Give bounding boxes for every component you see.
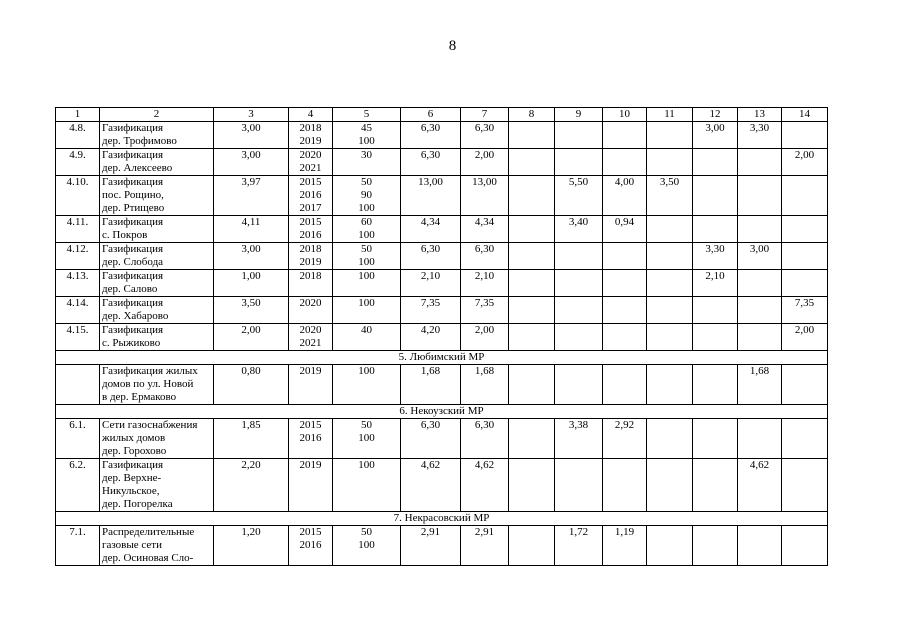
table-cell xyxy=(509,122,555,149)
table-cell xyxy=(782,216,828,243)
table-cell xyxy=(603,122,647,149)
table-cell xyxy=(509,149,555,176)
table-cell: 50 100 xyxy=(333,419,401,459)
object-name: Газификация дер. Верхне- Никульское, дер. Погорелка xyxy=(100,459,214,512)
table-row xyxy=(56,419,828,459)
table-row xyxy=(56,149,828,176)
table-cell: 2,91 xyxy=(401,526,461,566)
table-cell: 2,00 xyxy=(214,324,289,351)
table-cell xyxy=(647,149,693,176)
table-cell xyxy=(509,324,555,351)
object-name: Газификация с. Покров xyxy=(100,216,214,243)
table-cell: 3,30 xyxy=(693,243,738,270)
table-cell xyxy=(693,459,738,512)
table-cell: 50 100 xyxy=(333,243,401,270)
table-cell xyxy=(738,526,782,566)
table-row xyxy=(56,122,828,149)
table-row xyxy=(56,365,828,405)
table-cell: 2,10 xyxy=(401,270,461,297)
table-cell xyxy=(555,149,603,176)
column-header: 14 xyxy=(782,108,828,122)
table-cell xyxy=(738,297,782,324)
table-cell: 6,30 xyxy=(461,122,509,149)
table-cell: 2,10 xyxy=(461,270,509,297)
table-cell: 2,00 xyxy=(461,149,509,176)
table-cell xyxy=(509,243,555,270)
table-cell: 40 xyxy=(333,324,401,351)
table-cell xyxy=(738,270,782,297)
table-cell xyxy=(509,176,555,216)
object-name: Газификация дер. Трофимово xyxy=(100,122,214,149)
table-cell: 2015 2016 2017 xyxy=(289,176,333,216)
table-cell: 3,40 xyxy=(555,216,603,243)
table-cell: 100 xyxy=(333,365,401,405)
table-cell: 2018 2019 xyxy=(289,122,333,149)
table-cell xyxy=(693,297,738,324)
column-header: 11 xyxy=(647,108,693,122)
table-cell xyxy=(555,243,603,270)
section-row xyxy=(56,405,828,419)
table-cell xyxy=(782,176,828,216)
row-number: 6.2. xyxy=(56,459,100,512)
column-header: 12 xyxy=(693,108,738,122)
table-cell xyxy=(603,324,647,351)
table-cell: 3,50 xyxy=(214,297,289,324)
table-cell: 3,00 xyxy=(214,149,289,176)
table-cell: 100 xyxy=(333,270,401,297)
table-cell xyxy=(738,216,782,243)
table-row xyxy=(56,216,828,243)
table-cell: 2015 2016 xyxy=(289,526,333,566)
table-cell: 6,30 xyxy=(401,243,461,270)
table-cell xyxy=(603,270,647,297)
table-cell: 2019 xyxy=(289,459,333,512)
table-cell xyxy=(647,365,693,405)
table-cell: 4,62 xyxy=(461,459,509,512)
table-cell xyxy=(555,365,603,405)
table-cell xyxy=(647,459,693,512)
object-name: Распределительные газовые сети дер. Осиновая Сло- xyxy=(100,526,214,566)
table-cell: 2018 2019 xyxy=(289,243,333,270)
table-cell: 6,30 xyxy=(461,243,509,270)
row-number: 4.9. xyxy=(56,149,100,176)
column-header: 8 xyxy=(509,108,555,122)
table-cell: 4,62 xyxy=(401,459,461,512)
object-name: Газификация дер. Хабарово xyxy=(100,297,214,324)
table-cell: 2020 xyxy=(289,297,333,324)
table-cell xyxy=(693,324,738,351)
table-cell: 1,68 xyxy=(738,365,782,405)
table-cell xyxy=(647,419,693,459)
table-cell: 3,00 xyxy=(738,243,782,270)
table-cell: 5,50 xyxy=(555,176,603,216)
table-cell: 6,30 xyxy=(461,419,509,459)
table-cell xyxy=(782,459,828,512)
table-cell xyxy=(603,149,647,176)
object-table xyxy=(55,107,828,566)
table-cell xyxy=(693,365,738,405)
column-header: 10 xyxy=(603,108,647,122)
column-header: 4 xyxy=(289,108,333,122)
table-cell: 0,94 xyxy=(603,216,647,243)
table-cell xyxy=(555,459,603,512)
table-cell: 1,20 xyxy=(214,526,289,566)
column-header: 3 xyxy=(214,108,289,122)
table-cell: 50 90 100 xyxy=(333,176,401,216)
table-cell: 6,30 xyxy=(401,149,461,176)
table-cell xyxy=(693,419,738,459)
row-number: 6.1. xyxy=(56,419,100,459)
table-cell: 1,85 xyxy=(214,419,289,459)
section-title: 7. Некрасовский МР xyxy=(56,512,828,526)
table-cell: 3,30 xyxy=(738,122,782,149)
table-cell: 2,00 xyxy=(782,324,828,351)
table-cell: 1,68 xyxy=(461,365,509,405)
table-cell: 2,00 xyxy=(782,149,828,176)
table-cell: 4,00 xyxy=(603,176,647,216)
table-cell xyxy=(509,419,555,459)
table-cell: 2,92 xyxy=(603,419,647,459)
table-cell xyxy=(782,419,828,459)
table-cell xyxy=(782,270,828,297)
table-row xyxy=(56,176,828,216)
table-cell xyxy=(647,270,693,297)
column-header: 9 xyxy=(555,108,603,122)
object-name: Газификация дер. Слобода xyxy=(100,243,214,270)
table-cell xyxy=(555,297,603,324)
table-cell xyxy=(693,149,738,176)
table-cell xyxy=(509,270,555,297)
table-cell: 4,62 xyxy=(738,459,782,512)
object-name: Газификация дер. Салово xyxy=(100,270,214,297)
object-name: Газификация жилых домов по ул. Новой в дер. Ермаково xyxy=(100,365,214,405)
column-header: 1 xyxy=(56,108,100,122)
table-cell xyxy=(555,324,603,351)
table-cell xyxy=(693,176,738,216)
table-cell xyxy=(647,526,693,566)
column-header: 2 xyxy=(100,108,214,122)
table-cell xyxy=(782,243,828,270)
table-cell: 2,91 xyxy=(461,526,509,566)
column-header: 13 xyxy=(738,108,782,122)
table-cell xyxy=(782,365,828,405)
table-cell: 0,80 xyxy=(214,365,289,405)
table-row xyxy=(56,243,828,270)
table-cell: 2020 2021 xyxy=(289,324,333,351)
table-cell xyxy=(603,459,647,512)
table-cell: 4,34 xyxy=(461,216,509,243)
table-cell xyxy=(555,270,603,297)
table-cell xyxy=(509,216,555,243)
table-cell: 1,72 xyxy=(555,526,603,566)
table-cell: 7,35 xyxy=(461,297,509,324)
table-row xyxy=(56,526,828,566)
row-number: 4.11. xyxy=(56,216,100,243)
table-cell: 3,50 xyxy=(647,176,693,216)
column-header: 5 xyxy=(333,108,401,122)
table-cell xyxy=(738,149,782,176)
table-cell: 3,00 xyxy=(214,122,289,149)
row-number: 4.13. xyxy=(56,270,100,297)
table-cell xyxy=(693,526,738,566)
table-cell: 13,00 xyxy=(401,176,461,216)
table-cell: 3,38 xyxy=(555,419,603,459)
table-cell xyxy=(782,526,828,566)
table-cell: 3,97 xyxy=(214,176,289,216)
table-cell: 50 100 xyxy=(333,526,401,566)
row-number: 4.8. xyxy=(56,122,100,149)
table-cell: 1,19 xyxy=(603,526,647,566)
row-number: 4.12. xyxy=(56,243,100,270)
table-cell: 2015 2016 xyxy=(289,216,333,243)
table-cell xyxy=(509,365,555,405)
table-cell: 7,35 xyxy=(401,297,461,324)
object-name: Сети газоснабжения жилых домов дер. Горохово xyxy=(100,419,214,459)
table-cell: 2,20 xyxy=(214,459,289,512)
table-cell: 2,10 xyxy=(693,270,738,297)
table-cell xyxy=(647,216,693,243)
table-row xyxy=(56,324,828,351)
table-cell xyxy=(647,297,693,324)
table-cell: 4,34 xyxy=(401,216,461,243)
page-number: 8 xyxy=(448,38,457,54)
table-cell xyxy=(555,122,603,149)
table-cell xyxy=(509,459,555,512)
table-cell: 6,30 xyxy=(401,419,461,459)
table-cell: 2,00 xyxy=(461,324,509,351)
row-number: 7.1. xyxy=(56,526,100,566)
section-title: 5. Любимский МР xyxy=(56,351,828,365)
table-cell xyxy=(603,365,647,405)
table-cell: 2019 xyxy=(289,365,333,405)
table-cell: 3,00 xyxy=(693,122,738,149)
table-cell xyxy=(647,243,693,270)
column-header: 6 xyxy=(401,108,461,122)
row-number: 4.14. xyxy=(56,297,100,324)
table-cell xyxy=(647,122,693,149)
table-cell xyxy=(738,324,782,351)
row-number: 4.10. xyxy=(56,176,100,216)
table-cell: 1,68 xyxy=(401,365,461,405)
table-cell: 13,00 xyxy=(461,176,509,216)
table-row xyxy=(56,459,828,512)
row-number: 4.15. xyxy=(56,324,100,351)
column-header: 7 xyxy=(461,108,509,122)
table-cell: 60 100 xyxy=(333,216,401,243)
header-row xyxy=(56,108,828,122)
table-cell: 30 xyxy=(333,149,401,176)
table-cell xyxy=(647,324,693,351)
object-name: Газификация с. Рыжиково xyxy=(100,324,214,351)
section-row xyxy=(56,351,828,365)
table-cell: 7,35 xyxy=(782,297,828,324)
table-cell: 1,00 xyxy=(214,270,289,297)
table-cell: 4,11 xyxy=(214,216,289,243)
object-name: Газификация пос. Рощино, дер. Ртищево xyxy=(100,176,214,216)
section-title: 6. Некоузский МР xyxy=(56,405,828,419)
table-cell xyxy=(603,243,647,270)
table-cell: 3,00 xyxy=(214,243,289,270)
table-cell: 6,30 xyxy=(401,122,461,149)
table-cell: 2015 2016 xyxy=(289,419,333,459)
row-number xyxy=(56,365,100,405)
section-row xyxy=(56,512,828,526)
table-cell: 2020 2021 xyxy=(289,149,333,176)
table-row xyxy=(56,270,828,297)
table-cell: 4,20 xyxy=(401,324,461,351)
table-cell: 100 xyxy=(333,459,401,512)
table-row xyxy=(56,297,828,324)
table-cell: 100 xyxy=(333,297,401,324)
table-cell: 45 100 xyxy=(333,122,401,149)
table-cell: 2018 xyxy=(289,270,333,297)
table-cell xyxy=(509,297,555,324)
table-cell xyxy=(603,297,647,324)
table-cell xyxy=(509,526,555,566)
table-cell xyxy=(693,216,738,243)
object-name: Газификация дер. Алексеево xyxy=(100,149,214,176)
table-cell xyxy=(782,122,828,149)
table-cell xyxy=(738,176,782,216)
table-cell xyxy=(738,419,782,459)
